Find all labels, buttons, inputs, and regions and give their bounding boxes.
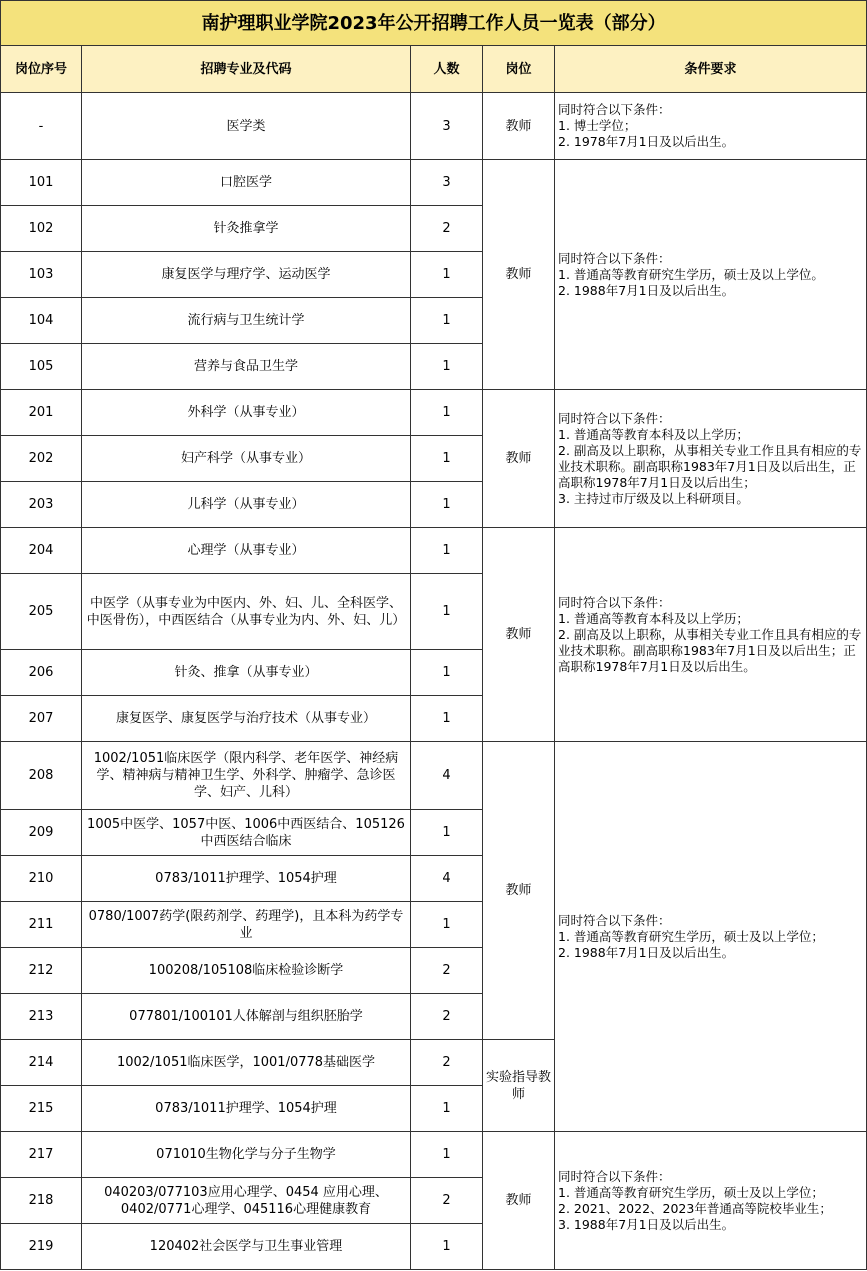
requirements-cell	[555, 160, 867, 390]
row-code: 204	[1, 528, 82, 574]
row-count: 2	[411, 206, 483, 252]
row-major: 1005中医学、1057中医、1006中西医结合、105126中西医结合临床	[82, 810, 411, 856]
requirements-cell	[555, 93, 867, 160]
row-count: 1	[411, 1086, 483, 1132]
row-code: 104	[1, 298, 82, 344]
requirements-cell	[555, 390, 867, 528]
row-count: 2	[411, 994, 483, 1040]
row-count: 3	[411, 160, 483, 206]
row-count: 1	[411, 1132, 483, 1178]
header-post: 岗位	[483, 46, 555, 93]
row-count: 1	[411, 650, 483, 696]
row-major: 0780/1007药学(限药剂学、药理学)，且本科为药学专业	[82, 902, 411, 948]
post-cell: 实验指导教师	[483, 1040, 555, 1132]
row-count: 2	[411, 1040, 483, 1086]
req-line: 同时符合以下条件：	[558, 1168, 671, 1184]
row-count: 2	[411, 948, 483, 994]
table-row	[1, 528, 867, 574]
row-code: 202	[1, 436, 82, 482]
header-code: 岗位序号	[1, 46, 82, 93]
header-requirements: 条件要求	[555, 46, 867, 93]
row-major: 康复医学与理疗学、运动医学	[82, 252, 411, 298]
table-row	[1, 1132, 867, 1178]
post-cell: 教师	[483, 528, 555, 742]
post-cell: 教师	[483, 742, 555, 1040]
row-code: 207	[1, 696, 82, 742]
req-line: 2. 2021、2022、2023年普通高等院校毕业生；	[558, 1200, 832, 1216]
row-major: 1002/1051临床医学，1001/0778基础医学	[82, 1040, 411, 1086]
row-major: 康复医学、康复医学与治疗技术（从事专业）	[82, 696, 411, 742]
row-major: 0783/1011护理学、1054护理	[82, 856, 411, 902]
row-major: 077801/100101人体解剖与组织胚胎学	[82, 994, 411, 1040]
row-major: 心理学（从事专业）	[82, 528, 411, 574]
header-count: 人数	[411, 46, 483, 93]
row-count: 4	[411, 856, 483, 902]
requirements-cell	[555, 528, 867, 742]
row-major: 儿科学（从事专业）	[82, 482, 411, 528]
row-code: 103	[1, 252, 82, 298]
row-code: 205	[1, 574, 82, 650]
req-line: 1. 普通高等教育研究生学历，硕士及以上学位；	[558, 928, 824, 944]
row-count: 1	[411, 1224, 483, 1270]
req-line: 1. 普通高等教育本科及以上学历；	[558, 610, 749, 626]
row-major: 针灸、推拿（从事专业）	[82, 650, 411, 696]
req-line: 同时符合以下条件：	[558, 102, 671, 117]
row-major: 1002/1051临床医学（限内科学、老年医学、神经病学、精神病与精神卫生学、外科学、肿瘤学、急诊医学、妇产、儿科）	[82, 742, 411, 810]
row-code: -	[1, 93, 82, 160]
row-code: 209	[1, 810, 82, 856]
row-major: 口腔医学	[82, 160, 411, 206]
req-line: 同时符合以下条件：	[558, 912, 671, 928]
row-code: 102	[1, 206, 82, 252]
row-count: 1	[411, 298, 483, 344]
req-line: 同时符合以下条件：	[558, 410, 671, 426]
post-cell: 教师	[483, 390, 555, 528]
row-code: 101	[1, 160, 82, 206]
requirements-cell	[555, 1132, 867, 1270]
row-code: 203	[1, 482, 82, 528]
row-code: 218	[1, 1178, 82, 1224]
post-cell: 教师	[483, 1132, 555, 1270]
table-row	[1, 160, 867, 206]
row-major: 0783/1011护理学、1054护理	[82, 1086, 411, 1132]
row-count: 1	[411, 902, 483, 948]
row-count: 1	[411, 344, 483, 390]
row-major: 妇产科学（从事专业）	[82, 436, 411, 482]
row-count: 1	[411, 252, 483, 298]
req-line: 同时符合以下条件：	[558, 594, 671, 610]
row-major: 中医学（从事专业为中医内、外、妇、儿、全科医学、中医骨伤），中西医结合（从事专业为内、外、妇、儿）	[82, 574, 411, 650]
row-code: 214	[1, 1040, 82, 1086]
req-line: 3. 1988年7月1日及以后出生。	[558, 1216, 735, 1232]
row-major: 外科学（从事专业）	[82, 390, 411, 436]
row-count: 1	[411, 810, 483, 856]
table-title: 南护理职业学院2023年公开招聘工作人员一览表（部分）	[1, 1, 867, 46]
row-code: 213	[1, 994, 82, 1040]
table-row	[1, 93, 867, 160]
table-row	[1, 390, 867, 436]
row-major: 120402社会医学与卫生事业管理	[82, 1224, 411, 1270]
row-code: 215	[1, 1086, 82, 1132]
row-major: 100208/105108临床检验诊断学	[82, 948, 411, 994]
row-count: 1	[411, 574, 483, 650]
row-code: 219	[1, 1224, 82, 1270]
row-major: 营养与食品卫生学	[82, 344, 411, 390]
header-major: 招聘专业及代码	[82, 46, 411, 93]
row-code: 105	[1, 344, 82, 390]
row-code: 208	[1, 742, 82, 810]
req-line: 2. 1988年7月1日及以后出生。	[558, 944, 735, 960]
req-line: 同时符合以下条件：	[558, 250, 671, 266]
row-count: 1	[411, 436, 483, 482]
req-line: 2. 1988年7月1日及以后出生。	[558, 282, 735, 298]
row-major: 医学类	[82, 93, 411, 160]
row-count: 2	[411, 1178, 483, 1224]
row-count: 1	[411, 390, 483, 436]
req-line: 2. 副高及以上职称，从事相关专业工作且具有相应的专业技术职称。副高职称1983年7月1日及以后出生，正高职称1978年7月1日及以后出生；	[558, 442, 862, 490]
req-line: 1. 普通高等教育研究生学历，硕士及以上学位；	[558, 1184, 824, 1200]
row-code: 211	[1, 902, 82, 948]
row-major: 071010生物化学与分子生物学	[82, 1132, 411, 1178]
req-line: 1. 普通高等教育研究生学历，硕士及以上学位。	[558, 266, 824, 282]
post-cell: 教师	[483, 160, 555, 390]
row-code: 201	[1, 390, 82, 436]
row-count: 1	[411, 528, 483, 574]
row-major: 040203/077103应用心理学、0454 应用心理、0402/0771心理学、045116心理健康教育	[82, 1178, 411, 1224]
requirements-cell	[555, 742, 867, 1132]
row-code: 210	[1, 856, 82, 902]
row-count: 4	[411, 742, 483, 810]
row-major: 针灸推拿学	[82, 206, 411, 252]
req-line: 2. 1978年7月1日及以后出生。	[558, 134, 735, 149]
row-code: 212	[1, 948, 82, 994]
post-cell: 教师	[483, 93, 555, 160]
row-count: 3	[411, 93, 483, 160]
row-count: 1	[411, 482, 483, 528]
req-line: 3. 主持过市厅级及以上科研项目。	[558, 490, 749, 506]
req-line: 1. 博士学位；	[558, 118, 637, 133]
row-count: 1	[411, 696, 483, 742]
row-code: 217	[1, 1132, 82, 1178]
table-row	[1, 742, 867, 810]
row-major: 流行病与卫生统计学	[82, 298, 411, 344]
row-code: 206	[1, 650, 82, 696]
req-line: 2. 副高及以上职称，从事相关专业工作且具有相应的专业技术职称。副高职称1983年7月1日及以后出生；正高职称1978年7月1日及以后出生。	[558, 626, 862, 674]
req-line: 1. 普通高等教育本科及以上学历；	[558, 426, 749, 442]
